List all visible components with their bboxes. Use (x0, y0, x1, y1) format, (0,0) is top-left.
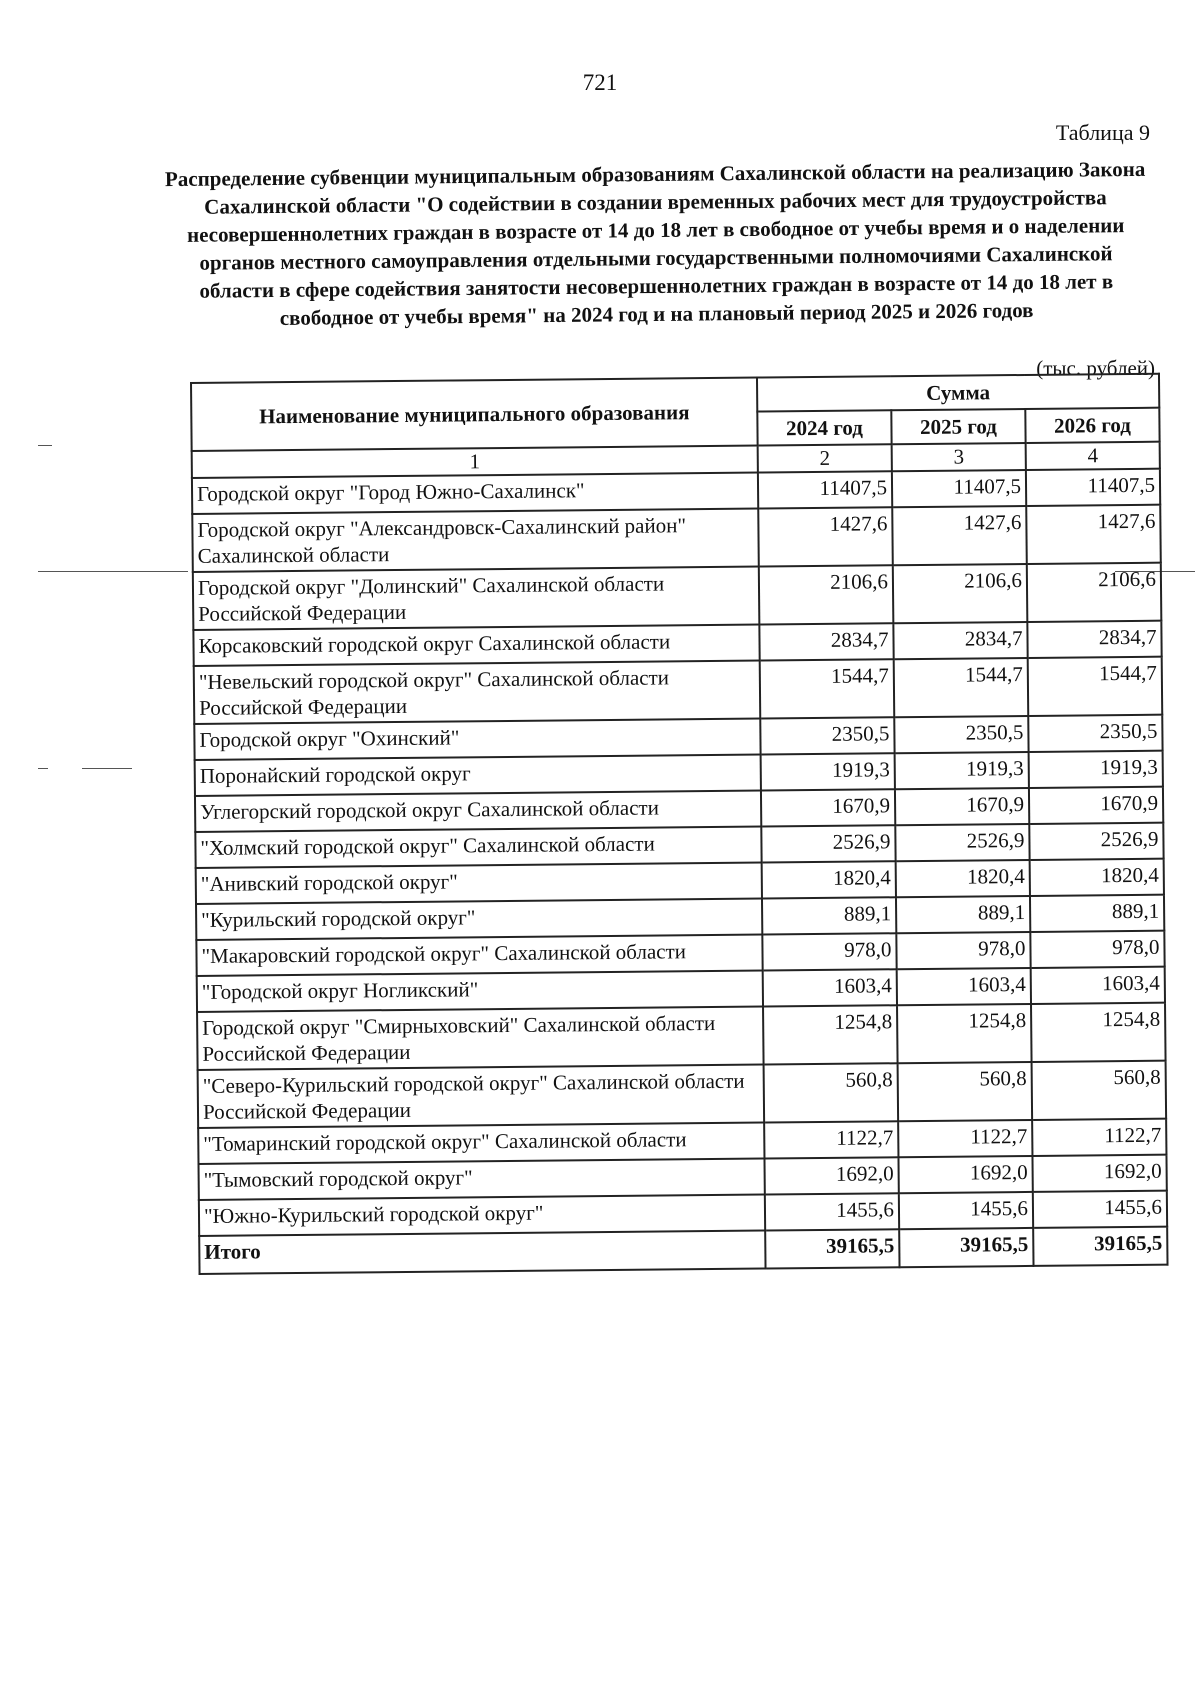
amount-2025: 1254,8 (897, 1004, 1032, 1063)
amount-2024: 1122,7 (764, 1121, 898, 1158)
municipality-name: "Курильский городской округ" (196, 899, 762, 940)
amount-2025: 1820,4 (896, 860, 1030, 897)
total-label: Итого (199, 1231, 765, 1274)
municipality-name: "Томаринский городской округ" Сахалинской области (198, 1123, 764, 1164)
amount-2026: 2350,5 (1028, 715, 1162, 752)
amount-2026: 1427,6 (1026, 505, 1161, 564)
amount-2026: 978,0 (1030, 931, 1164, 968)
amount-2024: 1427,6 (758, 507, 893, 566)
amount-2024: 2834,7 (759, 623, 893, 660)
amount-2025: 1544,7 (894, 658, 1029, 717)
municipality-name: "Макаровский городской округ" Сахалинской области (196, 935, 762, 976)
amount-2026: 1670,9 (1029, 787, 1163, 824)
amount-2025: 2106,6 (893, 564, 1028, 623)
amount-2026: 2834,7 (1027, 621, 1161, 658)
amount-2026: 1254,8 (1031, 1003, 1166, 1062)
amount-2026: 1692,0 (1032, 1155, 1166, 1192)
amount-2024: 560,8 (764, 1063, 899, 1122)
amount-2024: 1254,8 (763, 1005, 898, 1064)
table-row (193, 563, 1162, 630)
amount-2026: 1122,7 (1032, 1119, 1166, 1156)
column-number: 2 (758, 444, 892, 472)
header-year-2024: 2024 год (757, 410, 891, 445)
amount-2026: 1455,6 (1033, 1191, 1167, 1228)
municipality-name: "Южно-Курильский городской округ" (199, 1195, 765, 1236)
total-2024: 39165,5 (765, 1229, 899, 1268)
total-2026: 39165,5 (1033, 1227, 1167, 1266)
amount-2026: 560,8 (1032, 1061, 1167, 1120)
header-year-2026: 2026 год (1025, 408, 1159, 443)
amount-2024: 2526,9 (761, 825, 895, 862)
scan-mark (38, 445, 52, 446)
amount-2025: 2834,7 (893, 622, 1027, 659)
amount-2024: 1670,9 (761, 789, 895, 826)
header-year-2025: 2025 год (891, 409, 1025, 444)
municipality-name: Городской округ "Александровск-Сахалинский район" Сахалинской области (192, 509, 759, 572)
subsidy-table (190, 373, 1169, 1275)
total-2025: 39165,5 (899, 1228, 1033, 1267)
municipality-name: Городской округ "Смирныховский" Сахалинской области Российской Федерации (197, 1007, 764, 1070)
amount-2025: 1122,7 (898, 1120, 1032, 1157)
column-number: 1 (192, 446, 758, 478)
amount-2026: 2526,9 (1029, 823, 1163, 860)
municipality-name: "Холмский городской округ" Сахалинской области (195, 827, 761, 868)
scan-mark (38, 768, 48, 769)
municipality-name: Углегорский городской округ Сахалинской области (195, 791, 761, 832)
amount-2026: 2106,6 (1027, 563, 1162, 622)
amount-2024: 1692,0 (764, 1157, 898, 1194)
amount-2025: 1603,4 (897, 968, 1031, 1005)
amount-2025: 1692,0 (898, 1156, 1032, 1193)
amount-2026: 1603,4 (1031, 967, 1165, 1004)
amount-2025: 560,8 (898, 1062, 1033, 1121)
municipality-name: Поронайский городской округ (195, 755, 761, 796)
amount-2026: 1544,7 (1028, 657, 1163, 716)
table-row (198, 1061, 1167, 1128)
municipality-name: "Тымовский городской округ" (199, 1159, 765, 1200)
amount-2024: 889,1 (762, 897, 896, 934)
amount-2024: 2106,6 (759, 565, 894, 624)
amount-2025: 1919,3 (895, 752, 1029, 789)
amount-2025: 1427,6 (892, 506, 1027, 565)
amount-2025: 1670,9 (895, 788, 1029, 825)
header-sum: Сумма (757, 374, 1159, 412)
municipality-name: Городской округ "Охинский" (194, 719, 760, 760)
total-row (199, 1227, 1167, 1274)
amount-2024: 11407,5 (758, 471, 892, 508)
amount-2025: 978,0 (896, 932, 1030, 969)
amount-2024: 978,0 (762, 933, 896, 970)
amount-2024: 1455,6 (765, 1193, 899, 1230)
amount-2024: 1919,3 (761, 753, 895, 790)
amount-2024: 2350,5 (760, 717, 894, 754)
amount-2026: 1820,4 (1030, 859, 1164, 896)
municipality-name: "Невельский городской округ" Сахалинской области Российской Федерации (194, 661, 761, 724)
column-number: 4 (1026, 442, 1160, 470)
amount-2025: 11407,5 (892, 470, 1026, 507)
amount-2024: 1544,7 (760, 659, 895, 718)
column-number: 3 (892, 443, 1026, 471)
scan-mark (38, 571, 188, 572)
amount-2024: 1603,4 (763, 969, 897, 1006)
table-row (197, 1003, 1166, 1070)
scan-mark (82, 768, 132, 769)
amount-2025: 889,1 (896, 896, 1030, 933)
municipality-name: Городской округ "Город Южно-Сахалинск" (192, 473, 758, 514)
amount-2025: 1455,6 (899, 1192, 1033, 1229)
municipality-name: Корсаковский городской округ Сахалинской области (193, 625, 759, 666)
table-row (194, 657, 1163, 724)
document-title: Распределение субвенции муниципальным образованиям Сахалинской области на реализацию Закона Сахалинской области "О содействии в создании временных рабочих мест для трудоустройства несовершеннолетних граждан в возрасте от 14 до 18 лет в свободное от учебы время и о наделении органов местного самоуправления отдельными государственными полномочиями Сахалинской области в сфере содействия занятости несовершеннолетних граждан в возрасте от 14 до 18 лет в свободное от учебы время" на 2024 год и на плановый период 2025 и 2026 годов (164, 156, 1146, 330)
table-label: Таблица 9 (1055, 120, 1150, 145)
municipality-name: "Городской округ Ногликский" (197, 971, 763, 1012)
municipality-name: "Северо-Курильский городской округ" Сахалинской области Российской Федерации (198, 1065, 765, 1128)
page-number: 721 (582, 70, 618, 95)
table-row (192, 505, 1161, 572)
municipality-name: Городской округ "Долинский" Сахалинской области Российской Федерации (193, 567, 760, 630)
municipality-name: "Анивский городской округ" (196, 863, 762, 904)
subsidy-table-wrapper (190, 373, 1169, 1275)
amount-2024: 1820,4 (762, 861, 896, 898)
header-municipality: Наименование муниципального образования (191, 378, 758, 451)
amount-2026: 889,1 (1030, 895, 1164, 932)
amount-2026: 11407,5 (1026, 469, 1160, 506)
amount-2025: 2350,5 (894, 716, 1028, 753)
unit-note: (тыс. рублей) (1036, 356, 1155, 380)
amount-2026: 1919,3 (1029, 751, 1163, 788)
amount-2025: 2526,9 (895, 824, 1029, 861)
table-body (192, 469, 1167, 1236)
